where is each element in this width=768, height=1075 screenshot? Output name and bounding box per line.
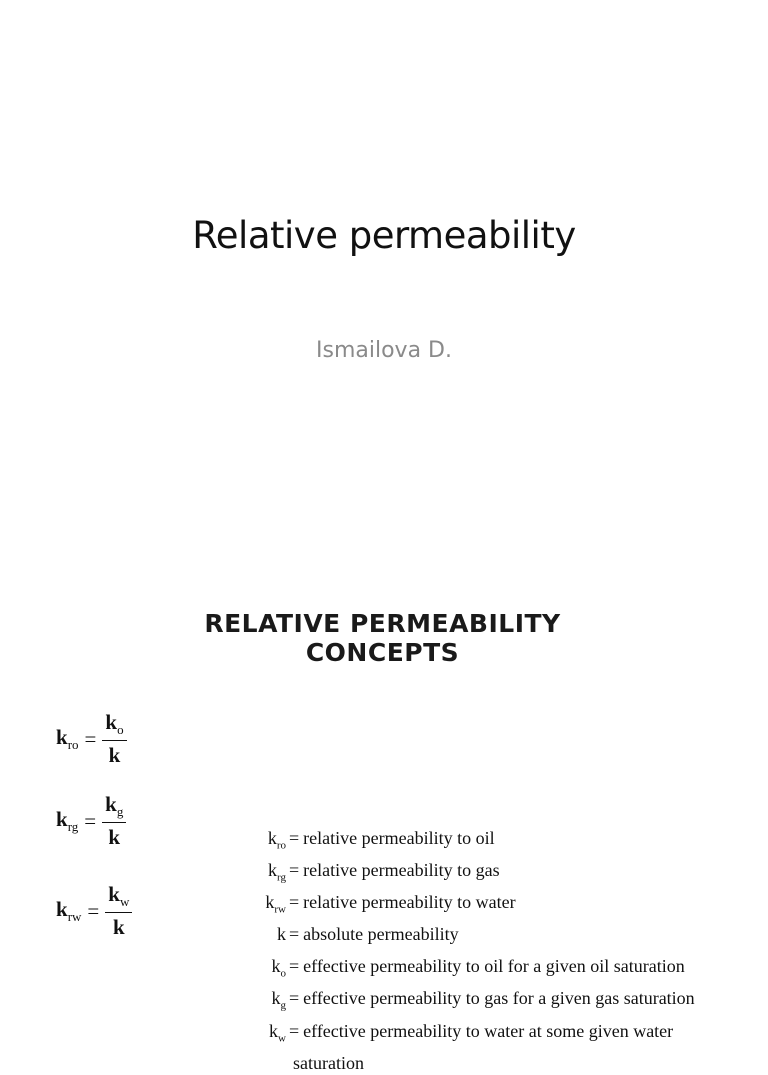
equation-fraction — [102, 710, 126, 768]
definition-symbol: $k_g$ — [271, 988, 286, 1013]
definition-row: k = absolute permeability — [240, 922, 695, 954]
equation-krw — [56, 882, 132, 940]
definition-row: $k_{rg}$ = relative permeability to gas — [240, 858, 695, 890]
definition-row: $k_{ro}$ = relative permeability to oil — [240, 826, 695, 858]
definition-row: $k_w$ = effective permeability to water at some given water — [240, 1019, 695, 1051]
slide-title: Relative permeability — [192, 214, 576, 257]
fraction-numerator: $k_w$ — [105, 882, 132, 913]
heading-line-1: RELATIVE PERMEABILITY — [204, 609, 561, 638]
equals-sign: = — [84, 726, 97, 751]
definition-text: relative permeability to oil — [303, 828, 495, 848]
definition-text: relative permeability to gas — [303, 860, 500, 881]
slide-author: Ismailova D. — [316, 338, 452, 363]
definition-text: effective permeability to water at some given water — [303, 1020, 674, 1041]
equation-krg — [56, 792, 126, 850]
definition-text: effective permeability to gas for a given gas saturation — [303, 988, 695, 1009]
definition-symbol: $k_o$ — [271, 956, 286, 980]
fraction-denominator: k — [112, 915, 125, 940]
equation-lhs: $k_{rg}$ — [56, 807, 79, 835]
concepts-heading — [0, 609, 765, 667]
definition-symbol: $k_{rw}$ — [265, 892, 286, 916]
definition-continuation: saturation — [293, 1052, 364, 1073]
concepts-slide — [0, 512, 768, 1073]
equation-lhs: $k_{rw}$ — [56, 897, 82, 925]
equation-lhs: $k_{ro}$ — [56, 725, 79, 753]
equation-fraction — [102, 792, 126, 850]
definition-text: effective permeability to oil for a given oil saturation — [303, 956, 685, 977]
definition-text: relative permeability to water — [303, 892, 516, 913]
heading-line-2: CONCEPTS — [305, 638, 460, 667]
definition-symbol: $k_{ro}$ — [267, 828, 286, 852]
equals-sign: = — [87, 898, 100, 923]
definition-symbol: $k_w$ — [269, 1020, 286, 1045]
definition-symbol: k — [277, 924, 286, 945]
title-slide — [0, 0, 768, 512]
definition-text: absolute permeability — [303, 924, 459, 945]
fraction-numerator: $k_o$ — [102, 710, 126, 741]
definition-row: $k_{rw}$ = relative permeability to water — [240, 890, 695, 922]
definition-symbol: $k_{rg}$ — [268, 860, 286, 884]
definition-row: $k_g$ = effective permeability to gas for a given gas saturation — [240, 986, 695, 1018]
fraction-numerator: $k_g$ — [102, 792, 126, 823]
equation-fraction — [105, 882, 132, 940]
equals-sign: = — [84, 808, 97, 833]
fraction-denominator: k — [108, 743, 121, 768]
definition-row: $k_o$ = effective permeability to oil for a given oil saturation — [240, 954, 695, 986]
definitions-list — [240, 826, 695, 1075]
equation-kro — [56, 710, 127, 768]
fraction-denominator: k — [108, 825, 121, 850]
